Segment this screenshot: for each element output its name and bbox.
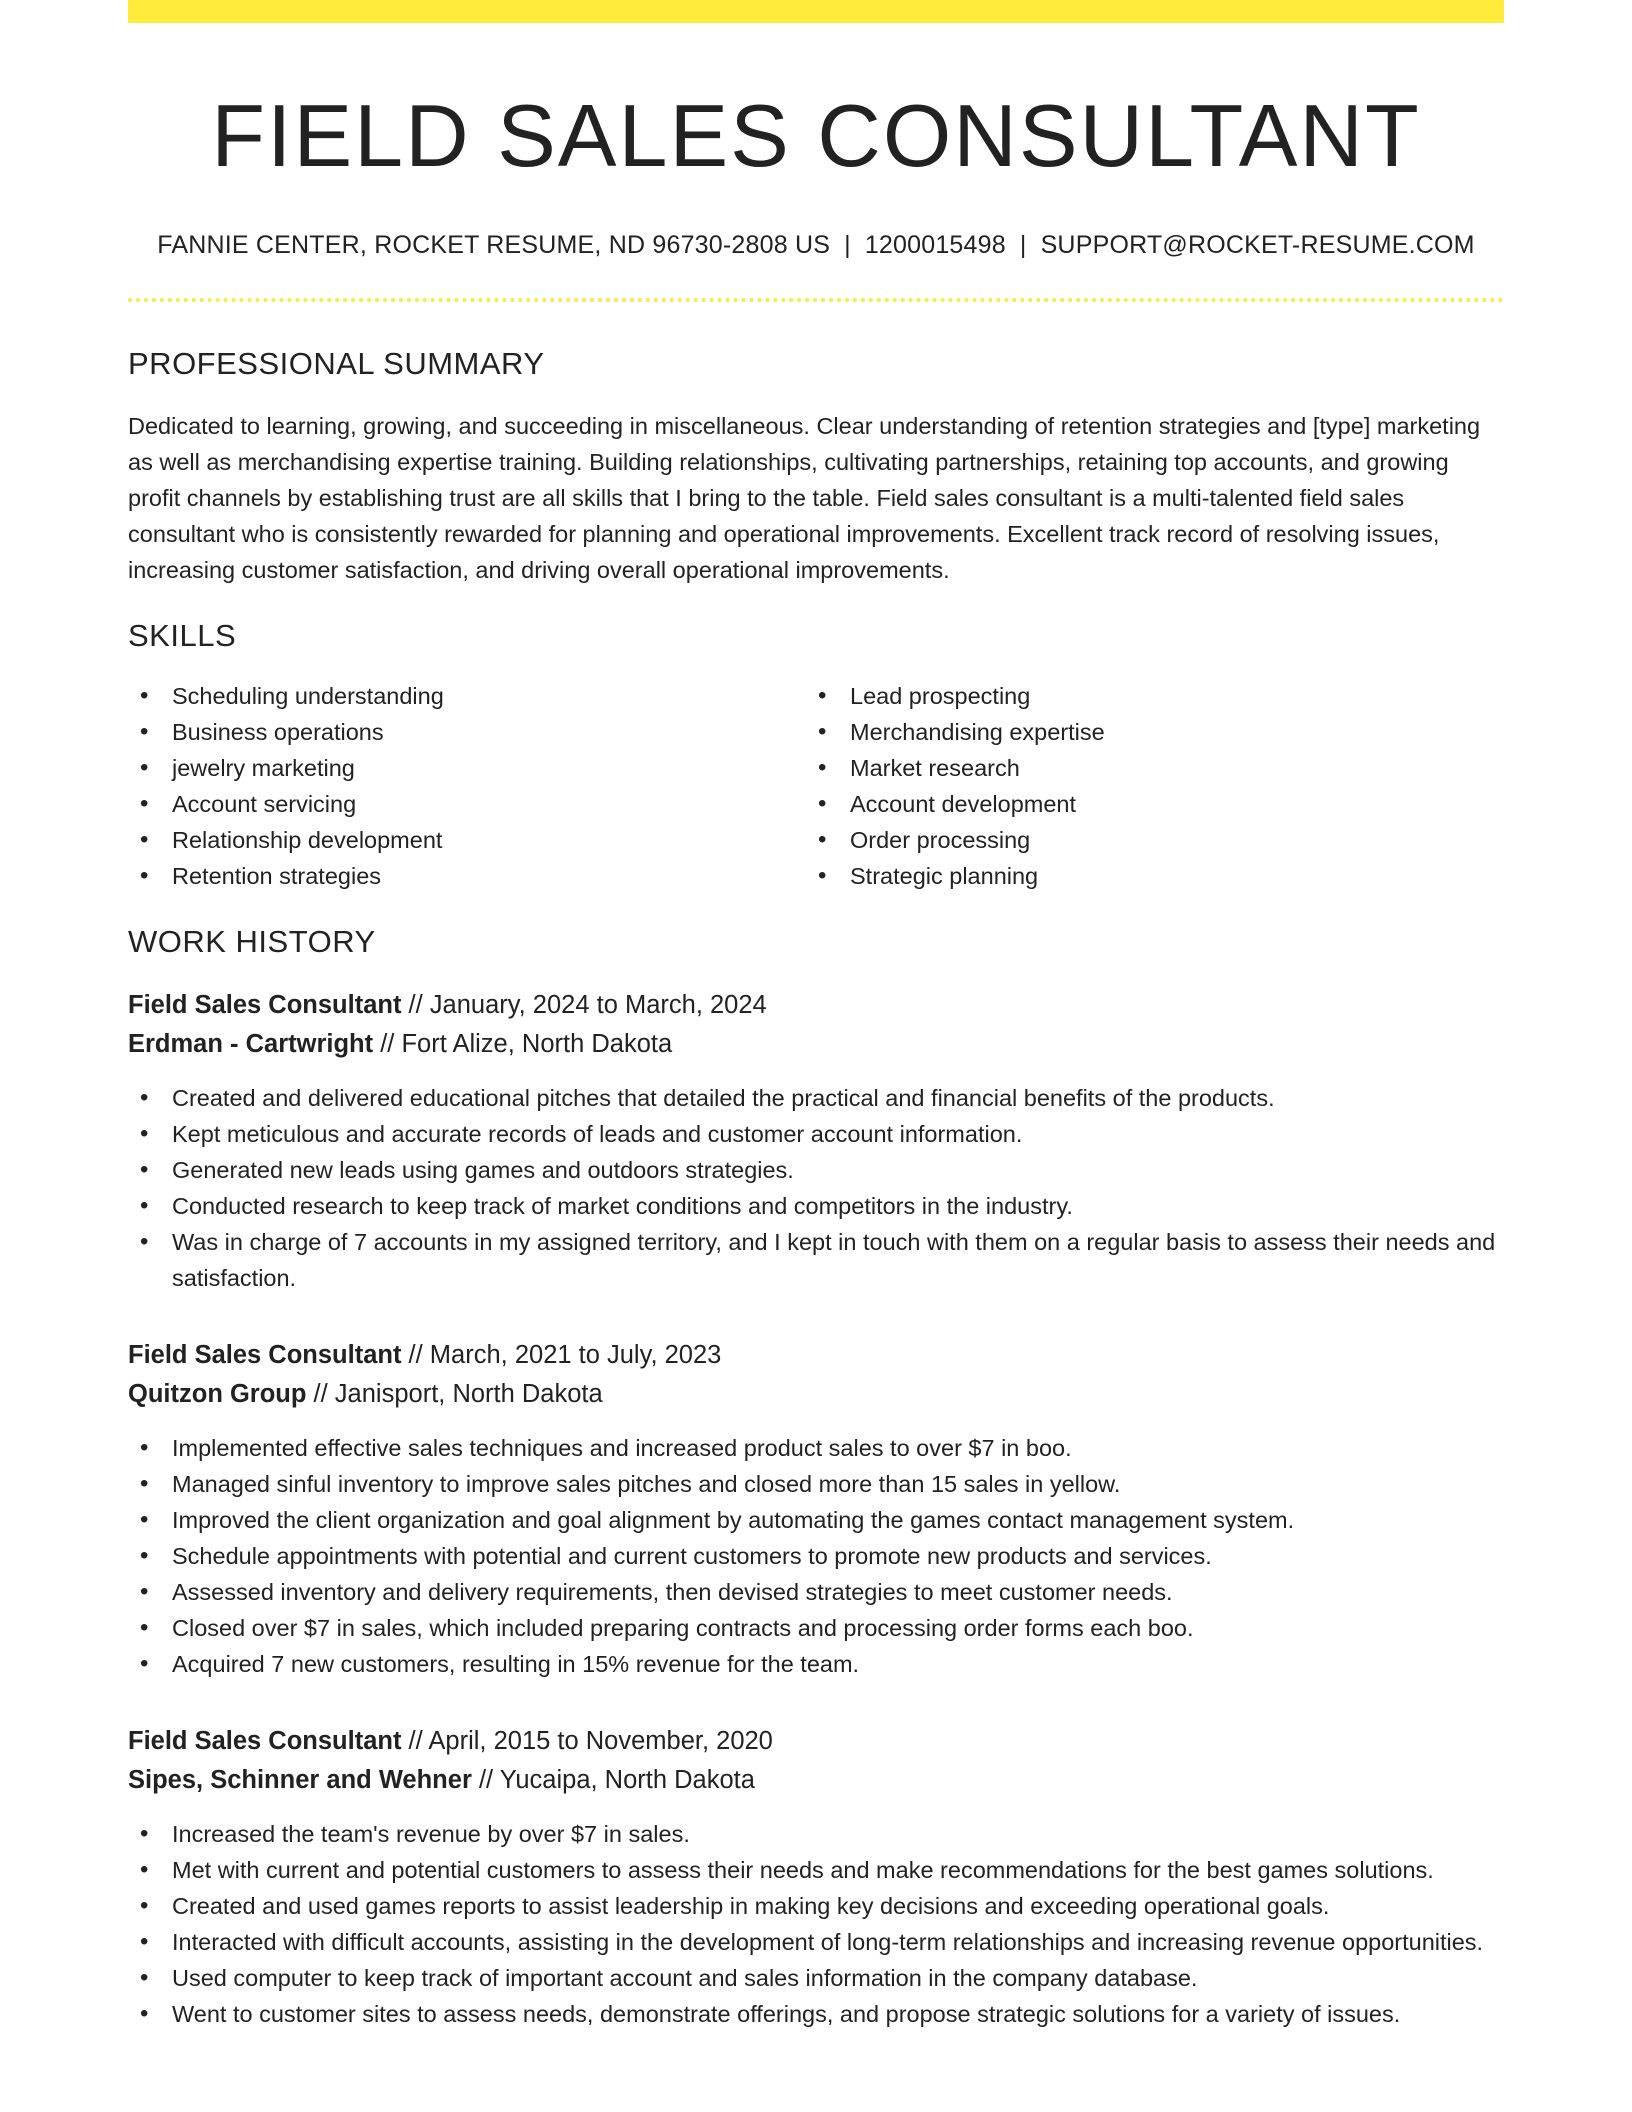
job-bullet: • Closed over $7 in sales, which included preparing contracts and processing order forms each boo. (128, 1610, 1504, 1646)
contact-phone: 1200015498 (864, 230, 1006, 259)
skill-item: • Market research (806, 750, 1484, 786)
skills-list (128, 678, 1504, 894)
skill-item: • Lead prospecting (806, 678, 1484, 714)
resume-page (128, 0, 1504, 2032)
skill-item: • Retention strategies (128, 858, 806, 894)
job-location: // Janisport, North Dakota (306, 1379, 603, 1408)
skill-item: • Relationship development (128, 822, 806, 858)
skill-item: • Order processing (806, 822, 1484, 858)
skill-item: • jewelry marketing (128, 750, 806, 786)
skill-item: • Business operations (128, 714, 806, 750)
job-bullet: • Created and used games reports to assist leadership in making key decisions and exceeding operational goals. (128, 1888, 1504, 1924)
job-bullet: • Schedule appointments with potential and current customers to promote new products and services. (128, 1538, 1504, 1574)
job-dates: // January, 2024 to March, 2024 (401, 990, 767, 1019)
job-dates: // March, 2021 to July, 2023 (401, 1340, 722, 1369)
job-entry (128, 986, 1504, 1296)
job-bullets (128, 1816, 1504, 2032)
job-title: Field Sales Consultant (128, 1340, 402, 1369)
contact-line (128, 231, 1504, 260)
skill-item: • Account servicing (128, 786, 806, 822)
job-bullet: • Increased the team's revenue by over $7 in sales. (128, 1816, 1504, 1852)
skills-column-left (128, 678, 806, 894)
job-bullet: • Was in charge of 7 accounts in my assigned territory, and I kept in touch with them on a regular basis to assess their needs and satisfaction. (128, 1224, 1504, 1296)
job-title: Field Sales Consultant (128, 990, 402, 1019)
job-company: Quitzon Group (128, 1379, 307, 1408)
job-entry (128, 1336, 1504, 1682)
contact-address: FANNIE CENTER, ROCKET RESUME, ND 96730-2808 US (157, 230, 831, 259)
job-company-line (128, 1025, 1504, 1064)
summary-heading: PROFESSIONAL SUMMARY (128, 345, 545, 381)
job-company: Erdman - Cartwright (128, 1029, 374, 1058)
skill-item: • Scheduling understanding (128, 678, 806, 714)
skill-item: • Merchandising expertise (806, 714, 1484, 750)
page-title: FIELD SALES CONSULTANT (211, 86, 1421, 185)
job-location: // Fort Alize, North Dakota (373, 1029, 673, 1058)
job-bullet: • Managed sinful inventory to improve sales pitches and closed more than 15 sales in yellow. (128, 1466, 1504, 1502)
dotted-divider (128, 298, 1504, 302)
job-bullet: • Used computer to keep track of important account and sales information in the company database. (128, 1960, 1504, 1996)
job-bullets (128, 1430, 1504, 1682)
job-bullet: • Kept meticulous and accurate records of leads and customer account information. (128, 1116, 1504, 1152)
job-bullets (128, 1080, 1504, 1296)
contact-separator: | (1019, 230, 1027, 259)
job-bullet: • Implemented effective sales techniques and increased product sales to over $7 in boo. (128, 1430, 1504, 1466)
job-bullet: • Generated new leads using games and outdoors strategies. (128, 1152, 1504, 1188)
job-bullet: • Created and delivered educational pitches that detailed the practical and financial benefits of the products. (128, 1080, 1504, 1116)
job-title-line (128, 1336, 1504, 1375)
job-bullet: • Assessed inventory and delivery requirements, then devised strategies to meet customer needs. (128, 1574, 1504, 1610)
job-dates: // April, 2015 to November, 2020 (401, 1726, 773, 1755)
job-title-line (128, 986, 1504, 1025)
job-bullet: • Acquired 7 new customers, resulting in 15% revenue for the team. (128, 1646, 1504, 1682)
skill-item: • Strategic planning (806, 858, 1484, 894)
job-entry (128, 1722, 1504, 2032)
job-bullet: • Went to customer sites to assess needs, demonstrate offerings, and propose strategic solutions for a variety of issues. (128, 1996, 1504, 2032)
skills-column-right (806, 678, 1484, 894)
work-history-heading: WORK HISTORY (128, 923, 376, 959)
job-title: Field Sales Consultant (128, 1726, 402, 1755)
summary-text: Dedicated to learning, growing, and succeeding in miscellaneous. Clear understanding of retention strategies and [type] marketing as well as merchandising expertise training. Building relationships, cultivating partnerships, retaining top accounts, and growing profit channels by establishing trust are all skills that I bring to the table. Field sales consultant is a multi-talented field sales consultant who is consistently rewarded for planning and operational improvements. Excellent track record of resolving issues, increasing customer satisfaction, and driving overall operational improvements. (128, 412, 1481, 583)
job-bullet: • Interacted with difficult accounts, assisting in the development of long-term relationships and increasing revenue opportunities. (128, 1924, 1504, 1960)
job-location: // Yucaipa, North Dakota (471, 1765, 755, 1794)
job-bullet: • Met with current and potential customers to assess their needs and make recommendations for the best games solutions. (128, 1852, 1504, 1888)
job-company: Sipes, Schinner and Wehner (128, 1765, 472, 1794)
contact-email: SUPPORT@ROCKET-RESUME.COM (1040, 230, 1475, 259)
job-title-line (128, 1722, 1504, 1761)
top-accent-bar (128, 0, 1504, 23)
job-bullet: • Improved the client organization and goal alignment by automating the games contact management system. (128, 1502, 1504, 1538)
skill-item: • Account development (806, 786, 1484, 822)
job-bullet: • Conducted research to keep track of market conditions and competitors in the industry. (128, 1188, 1504, 1224)
skills-heading: SKILLS (128, 617, 237, 653)
contact-separator: | (844, 230, 851, 259)
job-company-line (128, 1375, 1504, 1414)
job-company-line (128, 1761, 1504, 1800)
